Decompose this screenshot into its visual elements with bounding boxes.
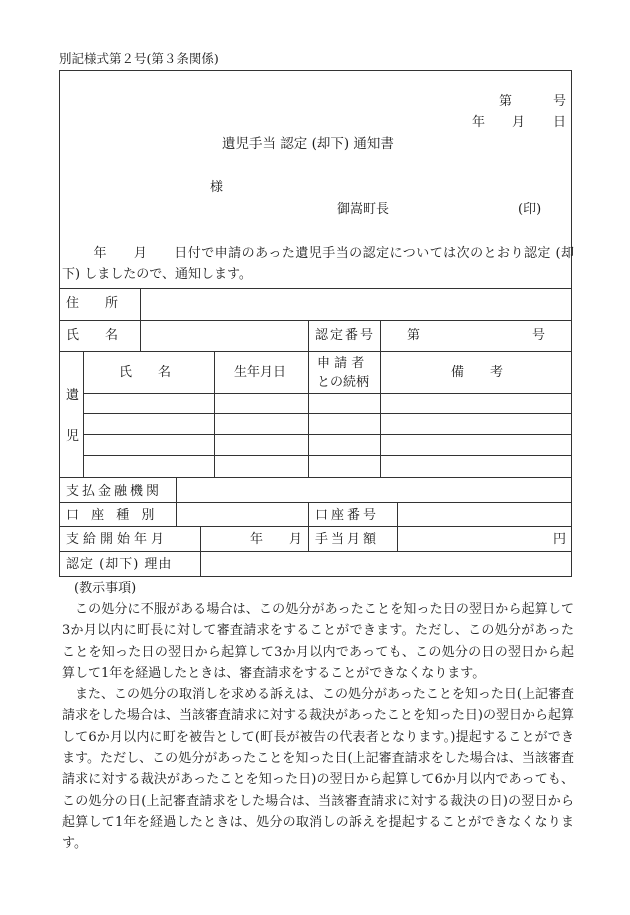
notice-number-prefix: 第 xyxy=(499,94,513,109)
addressee-suffix: 様 xyxy=(210,180,224,195)
table-rule xyxy=(214,351,215,477)
instructions-paragraph-2: また、この処分の取消しを求める訴えは、この処分があったことを知った日(上記審査請求をした場合は、当該審査請求に対する裁決があったことを知った日)の翌日から起算して6か月以内に町を被告として(町長が被告の代表者となります。)提起することができます。ただし、この処分があったことを知った日(上記審査請求をした場合は、当該審査請求に対する裁決があったことを知った日)の翌日から起算して6か月以内であっても、この処分の日(上記審査請求をした場合は、当該審査請求に対する裁決の日)の翌日から起算して1年を経過したときは、処分の取消しの訴えを提起することができなくなります。 xyxy=(62,687,574,852)
table-rule xyxy=(308,351,309,477)
cert-number-prefix: 第 xyxy=(407,328,421,343)
cert-number-label: 認定番号 xyxy=(315,328,376,343)
table-rule xyxy=(83,434,572,435)
date-day: 日 xyxy=(553,115,567,130)
reason-label: 認定 (却下) 理由 xyxy=(66,557,173,572)
table-rule xyxy=(59,320,572,321)
table-rule xyxy=(176,477,177,526)
table-rule xyxy=(83,393,572,394)
notice-body-text: 年 月 日付で申請のあった遺児手当の認定については次のとおり認定 (却下) しましたので、通知します。 xyxy=(62,246,574,282)
seal-mark: (印) xyxy=(518,202,542,217)
table-rule xyxy=(380,320,381,351)
table-rule xyxy=(83,351,84,477)
orphan-label-2: 児 xyxy=(66,429,80,444)
orphan-label-1: 遺 xyxy=(66,388,80,403)
table-rule xyxy=(59,288,572,289)
account-number-label: 口座番号 xyxy=(315,508,380,523)
cert-number-suffix: 号 xyxy=(532,328,546,343)
start-month: 月 xyxy=(289,532,303,547)
issuer-name: 御嵩町長 xyxy=(337,202,390,217)
table-rule xyxy=(59,551,572,552)
notice-number-suffix: 号 xyxy=(553,94,567,109)
bank-label: 支払金融機関 xyxy=(66,484,163,499)
notice-title: 遺児手当 認定 (却下) 通知書 xyxy=(222,136,394,152)
table-rule xyxy=(59,351,572,352)
instructions-heading: (教示事項) xyxy=(74,581,137,596)
instructions-text xyxy=(62,599,574,855)
start-label: 支給開始年月 xyxy=(66,532,169,547)
table-rule xyxy=(59,477,572,478)
table-rule xyxy=(397,502,398,551)
table-rule xyxy=(140,288,141,351)
account-type-label: 口 座 種 別 xyxy=(66,508,159,523)
monthly-amount-label: 手当月額 xyxy=(315,532,380,547)
date-year: 年 xyxy=(472,115,486,130)
table-rule xyxy=(59,526,572,527)
table-rule xyxy=(59,502,572,503)
instructions-paragraph-1: この処分に不服がある場合は、この処分があったことを知った日の翌日から起算して3か月以内に町長に対して審査請求をすることができます。ただし、この処分があったことを知った日の翌日から起算して3か月以内であっても、この処分の日の翌日から起算して1年を経過したときは、審査請求をすることができなくなります。 xyxy=(62,602,574,681)
form-label: 別記様式第２号(第３条関係) xyxy=(59,51,219,66)
table-rule xyxy=(200,526,201,577)
table-rule xyxy=(83,413,572,414)
table-rule xyxy=(308,320,309,351)
start-year: 年 xyxy=(250,532,264,547)
remarks-header: 備 考 xyxy=(451,365,504,380)
yen-unit: 円 xyxy=(553,532,567,547)
table-rule xyxy=(308,502,309,551)
relation-header-line2: との続柄 xyxy=(317,375,370,390)
orphan-name-header: 氏 名 xyxy=(119,365,172,380)
date-month: 月 xyxy=(512,115,526,130)
table-rule xyxy=(83,455,572,456)
birthdate-header: 生年月日 xyxy=(234,365,287,380)
name-label: 氏 名 xyxy=(66,328,119,343)
address-label: 住 所 xyxy=(66,296,119,311)
relation-header-line1: 申 請 者 xyxy=(317,356,365,371)
table-rule xyxy=(380,351,381,477)
